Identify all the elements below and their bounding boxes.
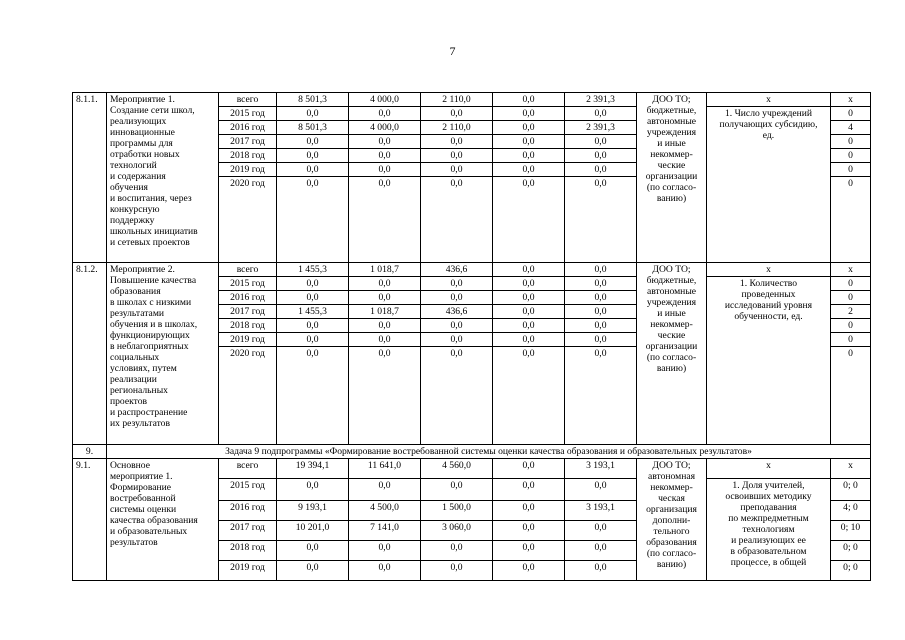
section-title: Задача 9 подпрограммы «Формирование востребованной системы оценки качества образования и образовательных результатов» (107, 445, 871, 459)
amount-cell: 1 018,7 (349, 305, 421, 319)
section-row (73, 445, 871, 459)
amount-cell: 0,0 (277, 291, 349, 305)
activity-line: отработки новых (110, 149, 180, 160)
activity-line: Повышение качества (110, 275, 197, 286)
activity-line: образования (110, 286, 161, 297)
amount-cell: 0,0 (565, 319, 637, 333)
amount-cell: 0,0 (349, 135, 421, 149)
table-row (73, 93, 871, 107)
amount-cell: 0,0 (493, 177, 565, 263)
amount-cell: 0,0 (493, 319, 565, 333)
amount-cell: 0,0 (565, 163, 637, 177)
amount-cell: 3 060,0 (421, 521, 493, 541)
executors (637, 93, 707, 263)
amount-cell: 0,0 (493, 93, 565, 107)
amount-cell: 1 455,3 (277, 263, 349, 277)
amount-cell: 0,0 (421, 561, 493, 581)
indicator-line: технологиям (742, 524, 795, 535)
amount-cell: 0,0 (349, 107, 421, 121)
amount-cell: 0,0 (349, 541, 421, 561)
indicator-text (707, 107, 831, 263)
indicator-line: 1. Число учреждений (724, 108, 813, 119)
amount-cell: 0,0 (493, 501, 565, 521)
activity-line: социальных (110, 352, 160, 363)
executor-line: некоммер- (650, 482, 693, 493)
amount-cell: 0,0 (421, 149, 493, 163)
executor-line: ванию) (656, 559, 687, 570)
amount-cell: 436,6 (421, 263, 493, 277)
executor-line: образования (646, 537, 697, 548)
year-cell: 2019 год (219, 333, 277, 347)
row-code: 8.1.1. (73, 93, 107, 263)
amount-cell: 0,0 (493, 305, 565, 319)
activity-line: функционирующих (110, 330, 190, 341)
year-cell: 2016 год (219, 291, 277, 305)
indicator-line: в образовательном (730, 546, 807, 557)
indicator-value: 0 (831, 319, 871, 333)
amount-cell: 0,0 (565, 333, 637, 347)
executor-line: ДОО ТО; (652, 94, 691, 105)
amount-cell: 1 455,3 (277, 305, 349, 319)
indicator-line: исследований уровня (724, 300, 813, 311)
amount-cell: 0,0 (277, 107, 349, 121)
year-cell: 2019 год (219, 163, 277, 177)
amount-cell: 0,0 (493, 135, 565, 149)
activity-name (107, 459, 219, 581)
amount-cell: 0,0 (421, 163, 493, 177)
activity-line: обучения (110, 182, 148, 193)
year-cell: 2019 год (219, 561, 277, 581)
year-cell: всего (219, 93, 277, 107)
executor-line: некоммер- (650, 319, 693, 330)
indicator-line: процессе, в общей (730, 557, 807, 568)
indicator-value: 0 (831, 163, 871, 177)
amount-cell: 2 110,0 (421, 93, 493, 107)
executor-line: ческая (658, 493, 685, 504)
amount-cell: 0,0 (565, 277, 637, 291)
indicator-line: обученности, ед. (734, 311, 803, 322)
executor-line: и иные (657, 138, 686, 149)
amount-cell: 0,0 (565, 135, 637, 149)
executors (637, 459, 707, 581)
amount-cell: 0,0 (565, 107, 637, 121)
executor-line: дополни- (652, 515, 691, 526)
indicator-line: освоивших методику (725, 491, 812, 502)
amount-cell: 0,0 (493, 333, 565, 347)
indicator-value: 0 (831, 149, 871, 163)
year-cell: 2017 год (219, 521, 277, 541)
program-table (72, 92, 871, 581)
activity-line: инновационные (110, 127, 175, 138)
amount-cell: 0,0 (349, 347, 421, 445)
amount-cell: 0,0 (349, 291, 421, 305)
indicator-value: х (831, 263, 871, 277)
activity-line: результатов (110, 537, 158, 548)
indicator-line: преподавания (740, 502, 797, 513)
amount-cell: 0,0 (493, 163, 565, 177)
amount-cell: 0,0 (277, 135, 349, 149)
amount-cell: 0,0 (277, 561, 349, 581)
indicator-line: проведенных (741, 289, 796, 300)
indicator-value: х (831, 459, 871, 479)
amount-cell: 8 501,3 (277, 93, 349, 107)
amount-cell: 0,0 (421, 479, 493, 501)
activity-line: системы оценки (110, 504, 177, 515)
activity-line: и содержания (110, 171, 166, 182)
amount-cell: 0,0 (349, 333, 421, 347)
amount-cell: 0,0 (565, 561, 637, 581)
executor-line: (по согласо- (646, 548, 697, 559)
indicator-value: х (831, 93, 871, 107)
amount-cell: 0,0 (565, 291, 637, 305)
executor-line: учреждения (646, 297, 697, 308)
activity-line: Формирование (110, 482, 172, 493)
amount-cell: 0,0 (277, 163, 349, 177)
amount-cell: 0,0 (493, 541, 565, 561)
year-cell: 2018 год (219, 541, 277, 561)
amount-cell: 0,0 (565, 149, 637, 163)
amount-cell: 0,0 (421, 135, 493, 149)
executor-line: ванию) (656, 193, 687, 204)
indicator-line: 1. Доля учителей, (732, 480, 805, 491)
activity-line: и образовательных (110, 526, 188, 537)
indicator-value: 4 (831, 121, 871, 135)
amount-cell: 0,0 (565, 305, 637, 319)
amount-cell: 0,0 (493, 277, 565, 291)
indicator-value: 0 (831, 333, 871, 347)
amount-cell: 0,0 (421, 319, 493, 333)
executor-line: автономные (646, 116, 697, 127)
indicator-text (707, 277, 831, 445)
amount-cell: 0,0 (493, 561, 565, 581)
year-cell: 2017 год (219, 305, 277, 319)
activity-line: школьных инициатив (110, 226, 198, 237)
amount-cell: 0,0 (493, 149, 565, 163)
year-cell: всего (219, 459, 277, 479)
indicator-value: 0 (831, 177, 871, 263)
amount-cell: 0,0 (565, 177, 637, 263)
activity-name (107, 93, 219, 263)
amount-cell: 0,0 (277, 479, 349, 501)
indicator-value: 0; 10 (831, 521, 871, 541)
amount-cell: 3 193,1 (565, 459, 637, 479)
amount-cell: 0,0 (277, 177, 349, 263)
amount-cell: 0,0 (349, 163, 421, 177)
activity-line: Мероприятие 1. (110, 94, 175, 105)
indicator-line: 1. Количество (739, 278, 798, 289)
amount-cell: 0,0 (349, 177, 421, 263)
indicator-value: 0; 0 (831, 541, 871, 561)
activity-line: Создание сети школ, (110, 105, 195, 116)
activity-line: технологий (110, 160, 157, 171)
activity-line: в школах с низкими (110, 297, 192, 308)
indicator-value: 0 (831, 107, 871, 121)
amount-cell: 0,0 (421, 347, 493, 445)
amount-cell: 3 193,1 (565, 501, 637, 521)
amount-cell: 8 501,3 (277, 121, 349, 135)
executors (637, 263, 707, 445)
executor-line: автономные (646, 286, 697, 297)
activity-line: конкурсную (110, 204, 160, 215)
activity-line: и сетевых проектов (110, 237, 190, 248)
executor-line: автономная (647, 471, 696, 482)
indicator-value: 2 (831, 305, 871, 319)
year-cell: 2018 год (219, 149, 277, 163)
indicator-head: х (707, 263, 831, 277)
year-cell: 2017 год (219, 135, 277, 149)
amount-cell: 19 394,1 (277, 459, 349, 479)
executor-line: и иные (657, 308, 686, 319)
indicator-value: 0 (831, 347, 871, 445)
executor-line: организации (645, 171, 698, 182)
executor-line: ДОО ТО; (652, 264, 691, 275)
activity-line: поддержку (110, 215, 155, 226)
table-row (73, 263, 871, 277)
amount-cell: 4 000,0 (349, 121, 421, 135)
year-cell: всего (219, 263, 277, 277)
executor-line: ванию) (656, 363, 687, 374)
indicator-line: ед. (762, 130, 775, 141)
executor-line: (по согласо- (646, 352, 697, 363)
amount-cell: 0,0 (277, 319, 349, 333)
amount-cell: 0,0 (349, 561, 421, 581)
activity-line: условиях, путем (110, 363, 177, 374)
activity-line: реализации (110, 374, 157, 385)
executor-line: ческие (657, 330, 686, 341)
activity-line: и воспитания, через (110, 193, 192, 204)
indicator-value: 4; 0 (831, 501, 871, 521)
activity-line: востребованной (110, 493, 176, 504)
amount-cell: 436,6 (421, 305, 493, 319)
amount-cell: 0,0 (493, 291, 565, 305)
amount-cell: 7 141,0 (349, 521, 421, 541)
amount-cell: 0,0 (565, 479, 637, 501)
amount-cell: 0,0 (493, 479, 565, 501)
amount-cell: 0,0 (493, 107, 565, 121)
section-code: 9. (73, 445, 107, 459)
amount-cell: 0,0 (565, 521, 637, 541)
year-cell: 2015 год (219, 277, 277, 291)
activity-line: Основное (110, 460, 150, 471)
executor-line: (по согласо- (646, 182, 697, 193)
executor-line: организации (645, 341, 698, 352)
amount-cell: 0,0 (421, 177, 493, 263)
amount-cell: 4 500,0 (349, 501, 421, 521)
amount-cell: 0,0 (565, 347, 637, 445)
amount-cell: 0,0 (277, 541, 349, 561)
amount-cell: 0,0 (349, 479, 421, 501)
amount-cell: 0,0 (421, 291, 493, 305)
activity-line: проектов (110, 396, 148, 407)
executor-line: некоммер- (650, 149, 693, 160)
indicator-value: 0 (831, 277, 871, 291)
year-cell: 2015 год (219, 479, 277, 501)
executor-line: бюджетные, (646, 275, 697, 286)
year-cell: 2016 год (219, 121, 277, 135)
year-cell: 2020 год (219, 177, 277, 263)
amount-cell: 0,0 (493, 121, 565, 135)
table-row (73, 459, 871, 479)
indicator-head: х (707, 93, 831, 107)
amount-cell: 0,0 (349, 319, 421, 333)
amount-cell: 0,0 (277, 149, 349, 163)
activity-line: и распространение (110, 407, 188, 418)
indicator-value: 0; 0 (831, 479, 871, 501)
amount-cell: 0,0 (421, 277, 493, 291)
indicator-head: х (707, 459, 831, 479)
activity-line: в неблагоприятных (110, 341, 189, 352)
indicator-text (707, 479, 831, 581)
year-cell: 2020 год (219, 347, 277, 445)
year-cell: 2016 год (219, 501, 277, 521)
activity-name (107, 263, 219, 445)
activity-line: мероприятие 1. (110, 471, 173, 482)
row-code: 9.1. (73, 459, 107, 581)
activity-line: результатами (110, 308, 165, 319)
amount-cell: 1 018,7 (349, 263, 421, 277)
indicator-value: 0; 0 (831, 561, 871, 581)
amount-cell: 11 641,0 (349, 459, 421, 479)
executor-line: бюджетные, (646, 105, 697, 116)
amount-cell: 2 391,3 (565, 121, 637, 135)
amount-cell: 0,0 (277, 333, 349, 347)
activity-line: их результатов (110, 418, 170, 429)
activity-line: обучения и в школах, (110, 319, 198, 330)
activity-line: реализующих (110, 116, 167, 127)
amount-cell: 0,0 (349, 277, 421, 291)
amount-cell: 0,0 (421, 541, 493, 561)
amount-cell: 0,0 (277, 347, 349, 445)
activity-line: программы для (110, 138, 173, 149)
amount-cell: 4 000,0 (349, 93, 421, 107)
executor-line: ческие (657, 160, 686, 171)
amount-cell: 0,0 (493, 459, 565, 479)
indicator-line: получающих субсидию, (719, 119, 818, 130)
activity-line: качества образования (110, 515, 198, 526)
amount-cell: 1 500,0 (421, 501, 493, 521)
amount-cell: 0,0 (349, 149, 421, 163)
indicator-line: и реализующих ее (731, 535, 806, 546)
amount-cell: 2 110,0 (421, 121, 493, 135)
amount-cell: 0,0 (493, 263, 565, 277)
amount-cell: 0,0 (493, 347, 565, 445)
executor-line: ДОО ТО; (652, 460, 691, 471)
amount-cell: 0,0 (565, 541, 637, 561)
amount-cell: 0,0 (277, 277, 349, 291)
amount-cell: 0,0 (421, 107, 493, 121)
row-code: 8.1.2. (73, 263, 107, 445)
amount-cell: 10 201,0 (277, 521, 349, 541)
amount-cell: 0,0 (493, 521, 565, 541)
activity-line: региональных (110, 385, 168, 396)
amount-cell: 0,0 (421, 333, 493, 347)
amount-cell: 0,0 (565, 263, 637, 277)
indicator-value: 0 (831, 291, 871, 305)
page-number: 7 (449, 44, 456, 58)
executor-line: тельного (653, 526, 690, 537)
executor-line: учреждения (646, 127, 697, 138)
activity-line: Мероприятие 2. (110, 264, 175, 275)
indicator-line: по межпредметным (728, 513, 809, 524)
executor-line: организация (646, 504, 697, 515)
indicator-value: 0 (831, 135, 871, 149)
amount-cell: 9 193,1 (277, 501, 349, 521)
year-cell: 2018 год (219, 319, 277, 333)
year-cell: 2015 год (219, 107, 277, 121)
amount-cell: 4 560,0 (421, 459, 493, 479)
amount-cell: 2 391,3 (565, 93, 637, 107)
